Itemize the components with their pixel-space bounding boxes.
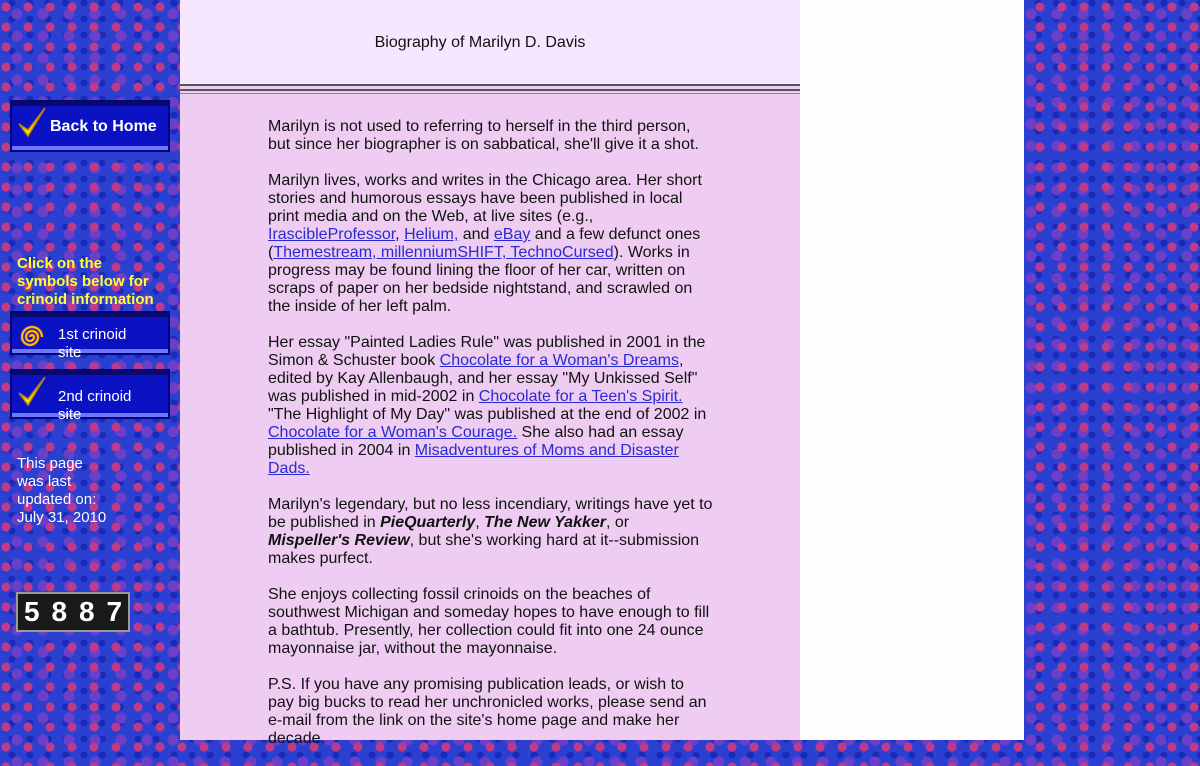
bio-text: and a few defunct ones ( (268, 226, 701, 261)
header-divider (180, 84, 800, 86)
checkmark-icon (16, 375, 48, 411)
back-to-home-label: Back to Home (50, 118, 157, 135)
counter-digit: 8 (51, 596, 68, 627)
spiral-icon (16, 317, 48, 353)
crinoid-site-2-button[interactable] (10, 369, 170, 423)
bio-paragraph (268, 334, 714, 478)
bio-paragraph: P.S. If you have any promising publication leads, or wish to pay big bucks to read her unchronicled works, please send an e-mail from the link on the site's home page and make her decade. (268, 676, 707, 747)
crinoid-site-2-line1: 2nd crinoid (58, 388, 132, 405)
bio-text: Marilyn lives, works and writes in the Chicago area. Her short stories and humorous essays have been published in local print media and on the Web, at live sites (e.g., (268, 172, 702, 225)
helium-link[interactable]: Helium, (404, 226, 459, 243)
bio-text: "The Highlight of My Day" was published at the end of 2002 in (268, 406, 707, 423)
back-to-home-button[interactable] (10, 100, 170, 152)
bio-text: Marilyn's legendary, but no less incendiary, writings have yet to be published in (268, 496, 713, 531)
crinoid-site-1-label (58, 326, 126, 362)
sidebar (0, 0, 180, 740)
blank-column (800, 0, 1024, 740)
crinoid-site-1-button[interactable] (10, 311, 170, 361)
crinoid-site-1-line2: site (58, 344, 82, 361)
bio-text: , (475, 514, 485, 531)
hit-counter (16, 592, 130, 632)
bio-text: ). Works in progress may be found lining the floor of her car, written on scraps of paper on her bedside nightstand, and scrawled on the inside of her left palm. (268, 244, 693, 315)
last-updated-text (17, 455, 127, 527)
counter-digit: 5 (23, 596, 40, 627)
updated-date: July 31, 2010 (17, 509, 107, 526)
checkmark-icon (16, 106, 48, 142)
crinoid-site-2-line2: site (58, 406, 82, 423)
bio-paragraph: She enjoys collecting fossil crinoids on the beaches of southwest Michigan and someday hopes to have enough to fill a bathtub. Presently, her collection could fit into one 24 ounce mayonnaise jar, without the mayonnaise. (268, 586, 710, 657)
header-divider (180, 89, 800, 91)
womans-courage-link[interactable]: Chocolate for a Woman's Courage. (268, 424, 518, 441)
counter-digit: 8 (78, 596, 95, 627)
main-content (180, 0, 800, 747)
ebay-link[interactable]: eBay (493, 226, 531, 243)
bio-text: , edited by Kay Allenbaugh, and her essay "My Unkissed Self" was published in mid-2002 in (268, 352, 698, 405)
publication-title: Mispeller's Review (268, 532, 410, 549)
bio-text: , but she's working hard at it--submission makes purfect. (268, 532, 700, 567)
bio-paragraph (268, 496, 714, 568)
womans-dreams-link[interactable]: Chocolate for a Woman's Dreams (439, 352, 679, 369)
bio-text: Her essay "Painted Ladies Rule" was published in 2001 in the Simon & Schuster book (268, 334, 706, 369)
irascible-professor-link[interactable]: IrascibleProfessor (268, 226, 396, 243)
misadventures-link[interactable]: Misadventures of Moms and Disaster Dads. (268, 442, 679, 477)
crinoid-instructions: Click on the symbols below for crinoid information (17, 255, 154, 308)
header-divider (180, 93, 800, 94)
page-title: Biography of Marilyn D. Davis (374, 34, 586, 51)
crinoid-site-1-line1: 1st crinoid (58, 326, 127, 343)
defunct-sites-link[interactable]: Themestream, millenniumSHIFT, TechnoCursed (273, 244, 614, 261)
page-header (180, 0, 800, 84)
bio-text: , (395, 226, 405, 243)
biography-text (268, 118, 714, 766)
publication-title: PieQuarterly (380, 514, 476, 531)
crinoid-site-2-label (58, 388, 131, 424)
updated-line: This page (17, 455, 83, 472)
teens-spirit-link[interactable]: Chocolate for a Teen's Spirit. (478, 388, 683, 405)
updated-line: was last (17, 473, 72, 490)
bio-text: She also had an essay published in 2004 in (268, 424, 684, 459)
updated-line: updated on: (17, 491, 97, 508)
bio-paragraph: Marilyn is not used to referring to herself in the third person, but since her biographer is on sabbatical, she'll give it a shot. (268, 118, 699, 153)
bio-text: and (458, 226, 494, 243)
publication-title: The New Yakker (484, 514, 606, 531)
counter-digit: 7 (106, 596, 123, 627)
bio-paragraph (268, 172, 714, 316)
bio-text: , or (605, 514, 630, 531)
